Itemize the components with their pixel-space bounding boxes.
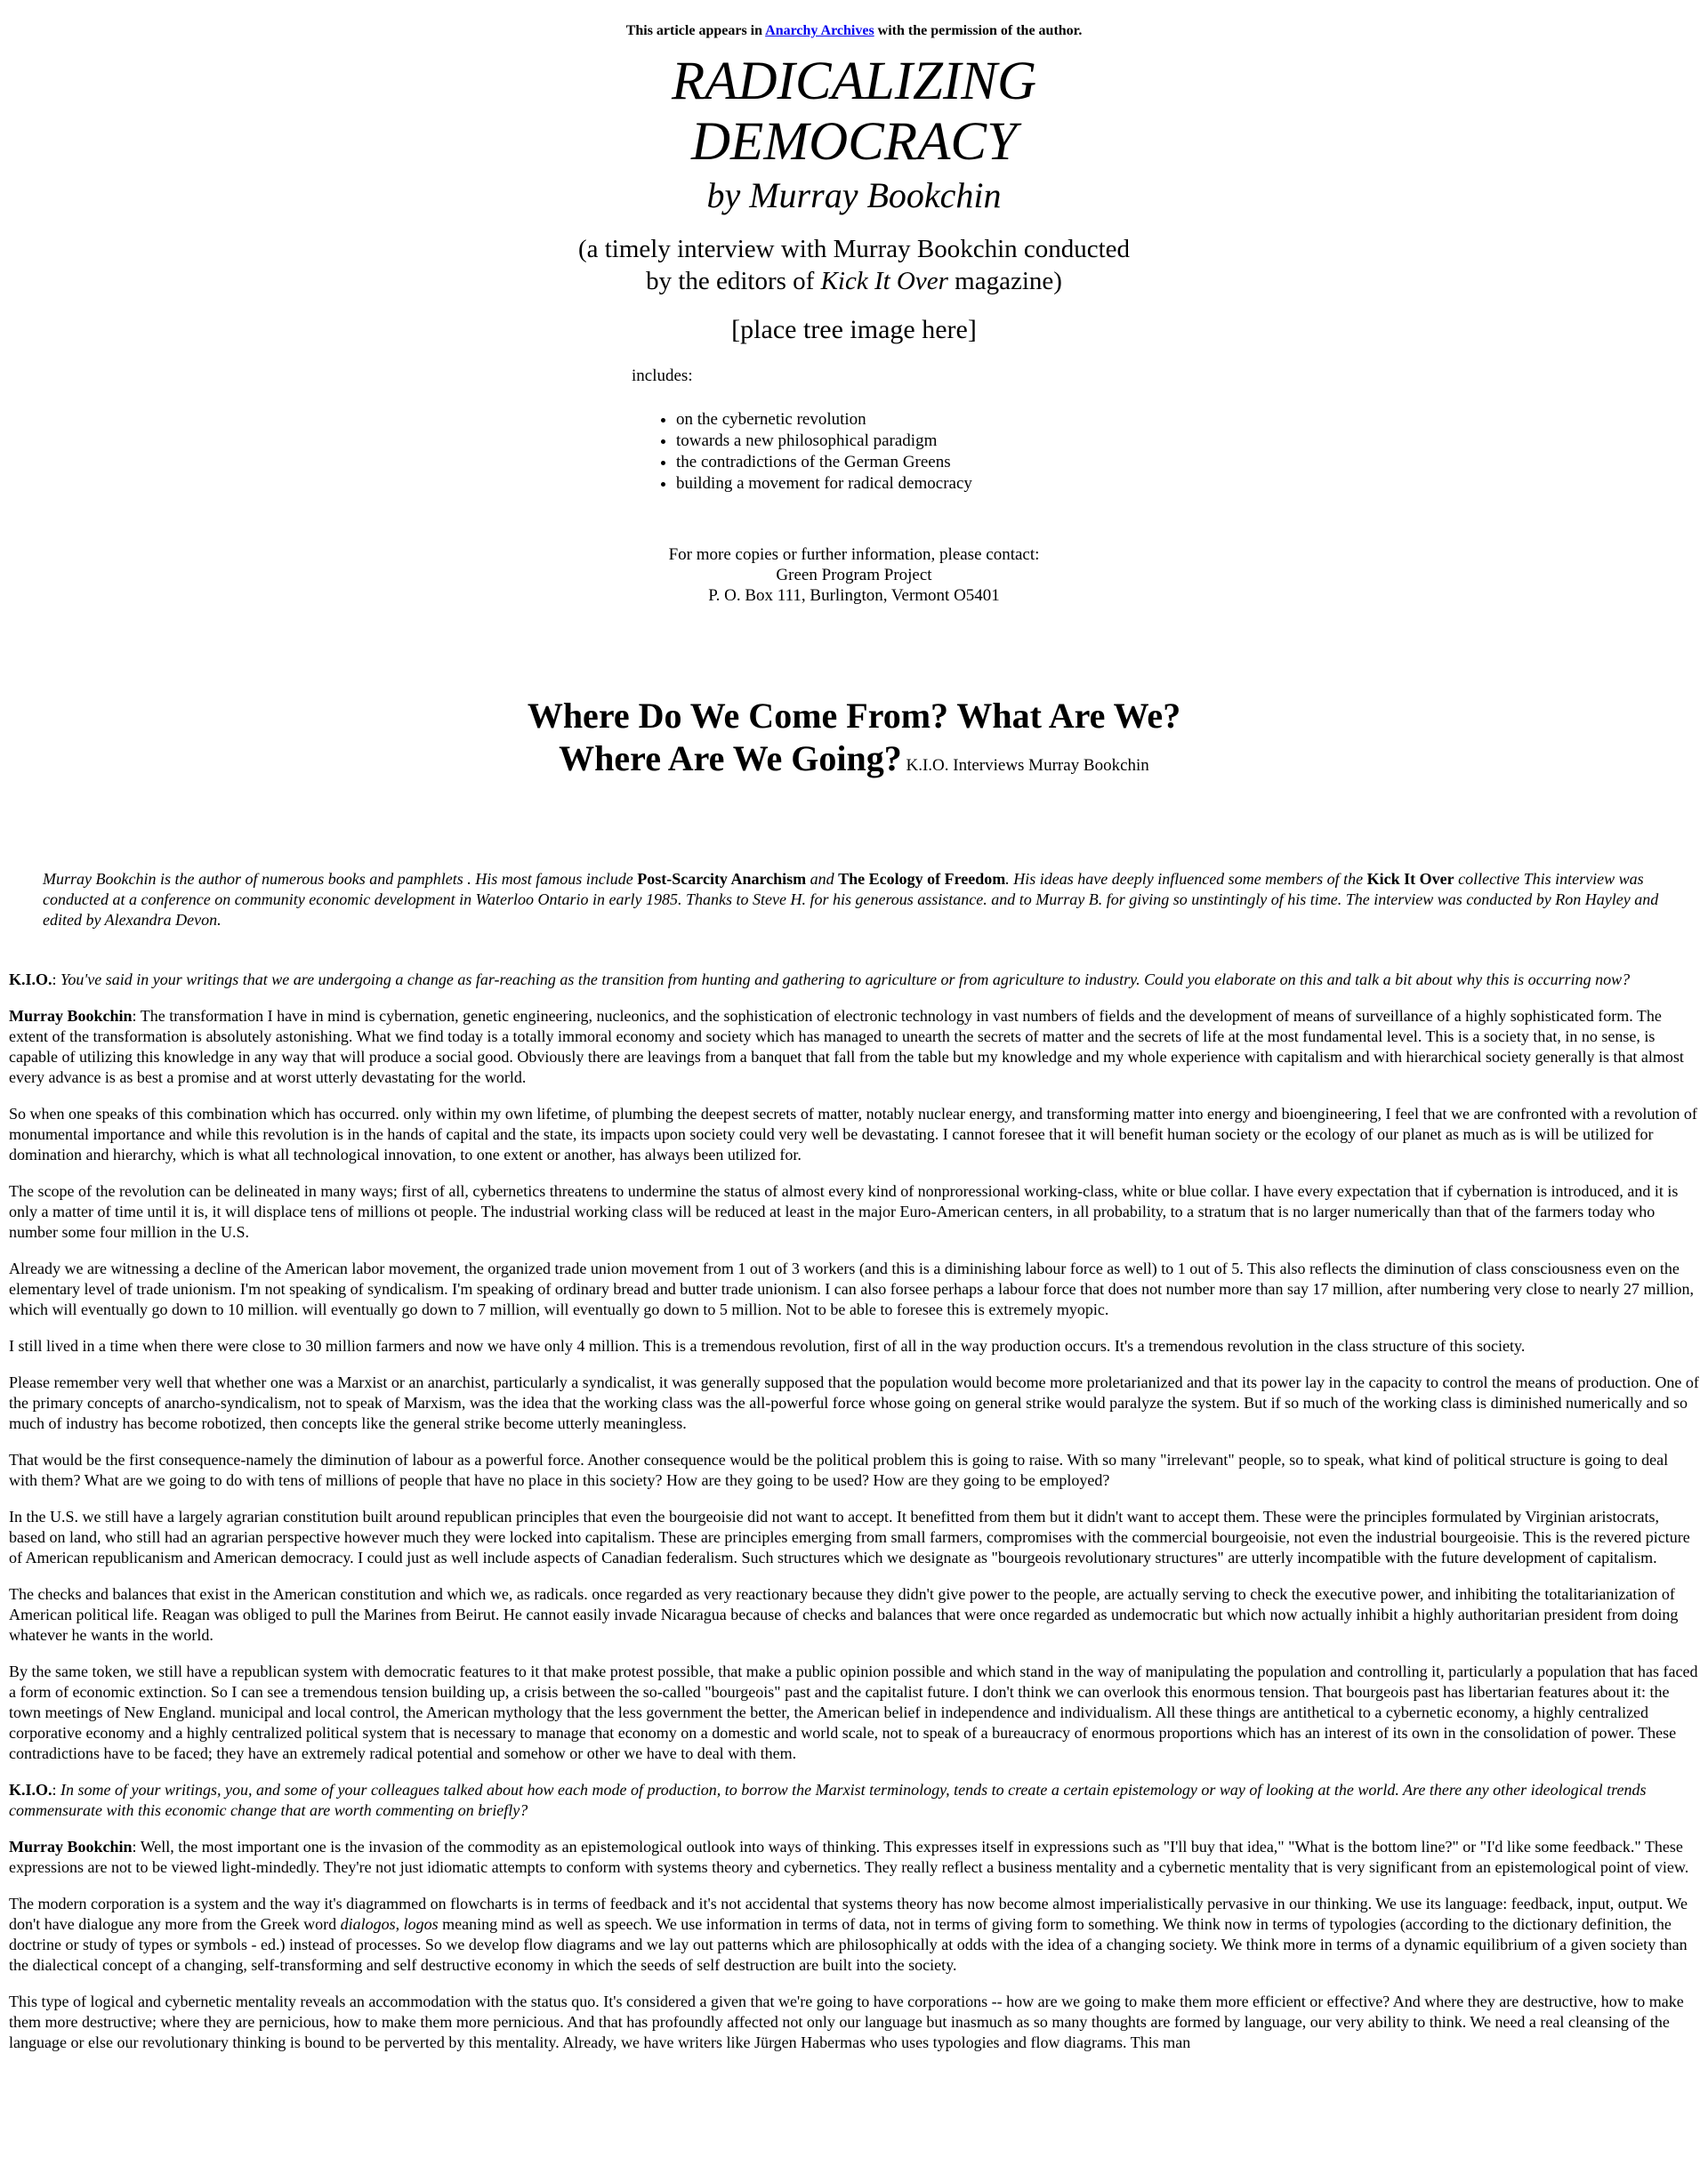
permission-text-after: with the permission of the author. — [874, 23, 1083, 38]
contact-line: P. O. Box 111, Burlington, Vermont O5401 — [708, 586, 1000, 605]
answer-text: , — [395, 1915, 404, 1933]
subtitle-line-2 — [9, 265, 1699, 297]
list-item: • the contradictions of the German Greens — [676, 452, 1076, 473]
answer-paragraph: The checks and balances that exist in the American constitution and which we, as radicals. once regarded as very reactionary because they didn't give power to the people, are actually serving to check the executive power, and inhibiting the totalitarianization of American political life. Reagan was obliged to pull the Marines from Beirut. He cannot easily invade Nicaragua because of checks and balances that were once regarded as undemocratic but which now actually inhibit a highly authoritarian president from doing whatever he wants in the world. — [9, 1585, 1679, 1644]
answer-text: The modern corporation is a system and the way it's diagrammed on flowcharts is in terms of feedback and it's not accidental that systems theory has now become almost imperialistically pervasive in our thinking. We use its language: feedback, input, output. We don't have dialogue any more from the Greek word — [9, 1895, 1688, 1933]
intro-text: and — [806, 870, 839, 888]
magazine-name: Kick It Over — [820, 267, 948, 295]
answer-paragraph: Please remember very well that whether one was a Marxist or an anarchist, particularly a syndicalist, it was generally supposed that the population would become more proletarianized and that its power lay in the capacity to control the means of production. One of the primary concepts of anarcho-syndicalism, not to speak of Marxism, was the idea that the working class was the all-powerful force whose going on general strike would paralyze the system. But if so much of the working class is diminished numerically and so much of industry has become robotized, then concepts like the general strike become utterly meaningless. — [9, 1373, 1699, 1432]
byline: by Murray Bookchin — [706, 175, 1002, 215]
intro-text: Murray Bookchin is the author of numerous books and pamphlets . His most famous include — [43, 870, 638, 888]
answer-paragraph: Already we are witnessing a decline of the American labor movement, the organized trade union movement from 1 out of 3 workers (and this is a diminishing labour force as well) to 1 out of 5. This also reflects the diminution of class consciousness even on the elementary level of trade unionism. I'm not speaking of syndicalism. I'm speaking of ordinary bread and butter trade unionism. I can also forsee perhaps a labour force that does not number more than say 17 million, after numbering very close to nearly 27 million, which will eventually go down to 10 million. will eventually go down to 7 million, will eventually go down to 5 million. Not to be able to foresee this is extremely myopic. — [9, 1260, 1694, 1318]
answer-paragraph: This type of logical and cybernetic mentality reveals an accommodation with the status quo. It's considered a given that we're going to have corporations -- how are we going to make them more efficient or effective? And where they are destructive, how to make them more destructive; where they are pernicious, how to make them more pernicious. And that has profoundly affected not only our language but inasmuch as so many thoughts are formed by language, our very ability to think. We need a real cleansing of the language or else our revolutionary thinking is bound to be perverted by this mentality. Already, we have writers like Jürgen Habermas who uses typologies and flow diagrams. This man — [9, 1993, 1684, 2051]
answer-paragraph — [9, 1894, 1699, 1976]
question-text: In some of your writings, you, and some of your colleagues talked about how each mode of production, to borrow the Marxist terminology, tends to create a certain epistemology or way of looking at the world. Are there any other ideological trends commensurate with this economic change that are worth commenting on briefly? — [9, 1781, 1647, 1819]
permission-text-before: This article appears in — [625, 23, 766, 38]
interview-headline — [9, 695, 1699, 787]
answer-paragraph: The scope of the revolution can be delineated in many ways; first of all, cybernetics threatens to undermine the status of almost every kind of nonproressional working-class, white or blue collar. I have every expectation that if cybernation is introduced, and it is only a matter of time until it is, it will displace tens of millions ot people. The industrial working class will be reduced at least in the major Euro-American centers, in all probability, to a stratum that is no larger numerically than that of the farmers today who number some four million in the U.S. — [9, 1182, 1679, 1241]
speaker-label: Murray Bookchin — [9, 1838, 133, 1856]
permission-note — [9, 23, 1699, 39]
headline-line-2 — [9, 737, 1699, 787]
interview-answer: Murray Bookchin: Well, the most important one is the invasion of the commodity as an epistemological outlook into ways of thinking. This expresses itself in expressions such as "I'll buy that idea," "What is the bottom line?" or "I'd like some feedback." These expressions are not to be viewed light-mindedly. They're not just idiomatic attempts to conform with systems theory and cybernetics. They really reflect a business mentality and a cybernetic mentality that is very significant from an epistemological point of view. — [9, 1838, 1689, 1876]
answer-text: Well, the most important one is the invasion of the commodity as an epistemological outlook into ways of thinking. This expresses itself in expressions such as "I'll buy that idea," "What is the bottom line?" or "I'd like some feedback." These expressions are not to be viewed light-mindedly. They're not just idiomatic attempts to conform with systems theory and cybernetics. They really reflect a business mentality and a cybernetic mentality that is very significant from an epistemological point of view. — [9, 1838, 1689, 1876]
answer-paragraph: In the U.S. we still have a largely agrarian constitution built around republican principles that even the bourgeoisie did not want to accept. It benefitted from them but it didn't want to accept them. These were the principles formulated by Virginian aristocrats, based on land, who still had an agrarian perspective however much they were locked into capitalism. These are principles emerging from small farmers, compromises with the commercial bourgeoisie, not even the industrial bourgeoisie. This is the revered picture of American republicanism and American democracy. I could just as well include aspects of Canadian federalism. Such structures which we designate as "bourgeois revolutionary structures" are utterly incompatible with the future development of capitalism. — [9, 1508, 1690, 1566]
interview-answer: Murray Bookchin: The transformation I have in mind is cybernation, genetic engineering, nucleonics, and the sophistication of electronic technology in vast numbers of fields and the development of means of surveillance of a highly sophisticated form. The extent of the transformation is absolutely astonishing. What we find today is a totally immoral economy and society which has managed to unearth the secrets of matter and the secrets of life at the most fundamental level. This is a society that, in no sense, is capable of utilizing this knowledge in any way that will produce a social good. Obviously there are leavings from a banquet that fall from the table but my knowledge and my whole experience with capitalism and with hierarchical society generally is that almost every advance is as best a promise and at worst utterly devastating for the world. — [9, 1007, 1684, 1086]
book-title: The Ecology of Freedom — [838, 870, 1006, 888]
title-line-2: DEMOCRACY — [691, 112, 1017, 172]
list-item: • on the cybernetic revolution — [676, 409, 1076, 431]
answer-paragraph: That would be the first consequence-namely the diminution of labour as a powerful force. Another consequence would be the political problem this is going to raise. With so many "irrelevant" people, so to speak, what kind of political structure is going to deal with them? What are we going to do with tens of millions of people that have no place in this society? How are they going to be used? How are they going to be employed? — [9, 1451, 1669, 1489]
contact-line: For more copies or further information, please contact: — [668, 545, 1040, 564]
list-item: • building a movement for radical democracy — [676, 473, 1076, 495]
subtitle-text: magazine) — [947, 267, 1062, 295]
page-title — [9, 52, 1699, 173]
includes-label: includes: — [632, 366, 693, 385]
anarchy-archives-link[interactable]: Anarchy Archives — [765, 23, 874, 38]
intro-paragraph — [43, 869, 1664, 930]
interview-question: K.I.O.: You've said in your writings that we are undergoing a change as far-reaching as the transition from hunting and gathering to agriculture or from agriculture to industry. Could you elaborate on this and talk a bit about why this is occurring now? — [9, 970, 1631, 988]
tree-image-placeholder: [place tree image here] — [731, 315, 977, 344]
headline-subtext: K.I.O. Interviews Murray Bookchin — [901, 756, 1149, 775]
includes-section — [632, 366, 1076, 495]
speaker-label: K.I.O. — [9, 970, 52, 988]
interview-question: K.I.O.: In some of your writings, you, and some of your colleagues talked about how each mode of production, to borrow the Marxist terminology, tends to create a certain epistemology or way of looking at the world. Are there any other ideological trends commensurate with this economic change that are worth commenting on briefly? — [9, 1781, 1647, 1819]
headline-text: Where Are We Going? — [559, 738, 902, 778]
contact-info — [9, 544, 1699, 606]
answer-paragraph: By the same token, we still have a republican system with democratic features to it that make protest possible, that make a public opinion possible and which stand in the way of manipulating the population and controlling it, particularly a population that has faced a form of economic extinction. So I can see a tremendous tension building up, a crisis between the so-called "bourgeois" past and the capitalist future. I don't think we can overlook this enormous tension. That bourgeois past has libertarian features about it: the town meetings of New England. municipal and local control, the American mythology that the less government the better, the American belief in independence and individualism. All these things are antithetical to a cybernetic economy, a highly centralized corporative economy and a highly centralized political system that is necessary to manage that economy on a domestic and world scale, not to speak of a bureaucracy of enormous proportions which has an interest of its own in the consolidation of power. These contradictions have to be faced; they have an extremely radical potential and somehow or other we have to deal with them. — [9, 1663, 1698, 1762]
answer-paragraph: So when one speaks of this combination which has occurred. only within my own lifetime, of plumbing the deepest secrets of matter, notably nuclear energy, and transforming matter into energy and bioengineering, I feel that we are confronted with a revolution of monumental importance and while this revolution is in the hands of capital and the state, its impacts upon society could very well be devastating. I cannot foresee that it will benefit human society or the ecology of our planet as much as is will be utilized for domination and hierarchy, which is what all technological innovation, to one extent or another, has always been utilized for. — [9, 1105, 1697, 1164]
question-text: You've said in your writings that we are undergoing a change as far-reaching as the transition from hunting and gathering to agriculture or from agriculture to industry. Could you elaborate on this and talk a bit about why this is occurring now? — [60, 970, 1631, 988]
list-item: • towards a new philosophical paradigm — [676, 431, 1076, 452]
greek-term: dialogos — [340, 1915, 396, 1933]
contact-line: Green Program Project — [776, 566, 932, 584]
answer-paragraph: I still lived in a time when there were close to 30 million farmers and now we have only 4 million. This is a tremendous revolution, first of all in the way production occurs. It's a tremendous revolution in the class structure of this society. — [9, 1337, 1526, 1355]
collective-name: Kick It Over — [1366, 870, 1454, 888]
includes-list — [632, 409, 1076, 495]
subtitle — [9, 233, 1699, 297]
subtitle-line-1: (a timely interview with Murray Bookchin conducted — [577, 235, 1131, 263]
headline-line-1: Where Do We Come From? What Are We? — [527, 696, 1181, 736]
answer-text: The transformation I have in mind is cybernation, genetic engineering, nucleonics, and the sophistication of electronic technology in vast numbers of fields and the development of means of surveillance of a highly sophisticated form. The extent of the transformation is absolutely astonishing. What we find today is a totally immoral economy and society which has managed to unearth the secrets of matter and the secrets of life at the most fundamental level. This is a society that, in no sense, is capable of utilizing this knowledge in any way that will produce a social good. Obviously there are leavings from a banquet that fall from the table but my knowledge and my whole experience with capitalism and with hierarchical society generally is that almost every advance is as best a promise and at worst utterly devastating for the world. — [9, 1007, 1684, 1086]
speaker-label: K.I.O. — [9, 1781, 52, 1799]
title-line-1: RADICALIZING — [671, 52, 1037, 111]
speaker-label: Murray Bookchin — [9, 1007, 133, 1025]
greek-term: logos — [403, 1915, 439, 1933]
intro-text: collective This interview was conducted at a conference on community economic development in Waterloo Ontario in early 1985. Thanks to Steve H. for his generous assistance. and to Murray B. for giving so unstintingly of his time. The interview was conducted by Ron Hayley and edited by Alexandra Devon. — [43, 870, 1659, 929]
answer-text: meaning mind as well as speech. We use information in terms of data, not in terms of giving form to something. We think now in terms of typologies (according to the dictionary definition, the doctrine or study of types or symbols - ed.) instead of processes. So we develop flow diagrams and we lay out patterns which are philosophically at odds with the idea of a changing society. We think more in terms of a dynamic equilibrium of a given society than the dialectical concept of a changing, self-transforming and self destructive economy in which the seeds of self destruction are built into the society. — [9, 1915, 1688, 1974]
subtitle-text: by the editors of — [646, 267, 821, 295]
book-title: Post-Scarcity Anarchism — [637, 870, 807, 888]
intro-text: . His ideas have deeply influenced some members of the — [1005, 870, 1367, 888]
